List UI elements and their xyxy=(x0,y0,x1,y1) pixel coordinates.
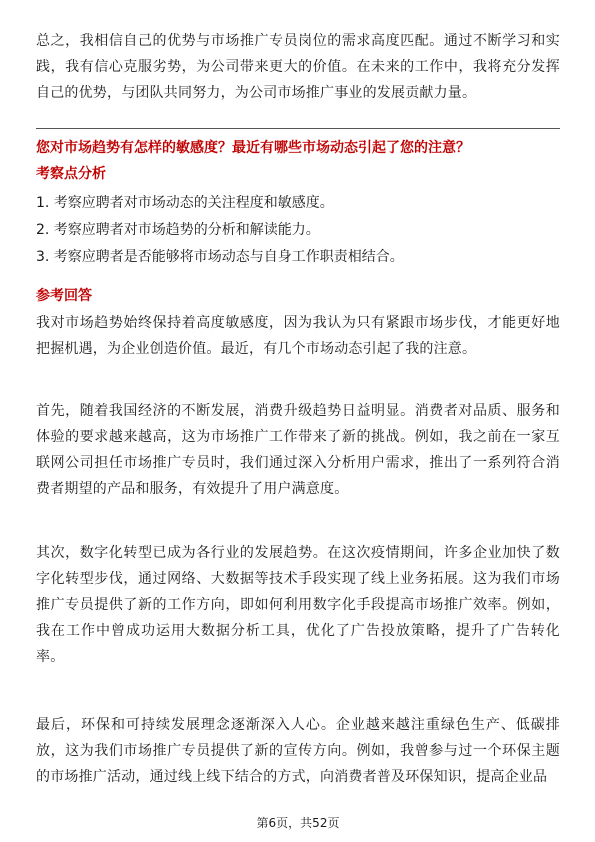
analysis-item-3: 3. 考察应聘者是否能够将市场动态与自身工作职责相结合。 xyxy=(36,249,404,265)
page-number-footer: 第6页，共52页 xyxy=(256,816,340,830)
answer-heading: 参考回答 xyxy=(36,288,92,304)
answer-paragraph-3: 其次，数字化转型已成为各行业的发展趋势。在这次疫情期间，许多企业加快了数字化转型步伐，通过网络、大数据等技术手段实现了线上业务拓展。这为我们市场推广专员提供了新的工作方向，即如何利用数字化手段提高市场推广效率。例如，我在工作中曾成功运用大数据分析工具，优化了广告投放策略，提升了广告转化率。 xyxy=(36,545,560,665)
analysis-item-2: 2. 考察应聘者对市场趋势的分析和解读能力。 xyxy=(36,222,320,238)
interview-question: 您对市场趋势有怎样的敏感度？最近有哪些市场动态引起了您的注意？ xyxy=(36,140,470,156)
answer-paragraph-2: 首先，随着我国经济的不断发展，消费升级趋势日益明显。消费者对品质、服务和体验的要求越来越高，这为市场推广工作带来了新的挑战。例如，我之前在一家互联网公司担任市场推广专员时，我们通过深入分析用户需求，推出了一系列符合消费者期望的产品和服务，有效提升了用户满意度。 xyxy=(36,403,560,497)
document-page xyxy=(36,0,560,842)
answer-paragraph-4: 最后，环保和可持续发展理念逐渐深入人心。企业越来越注重绿色生产、低碳排放，这为我们市场推广专员提供了新的宣传方向。例如，我曾参与过一个环保主题的市场推广活动，通过线上线下结合的方式，向消费者普及环保知识，提高企业品 xyxy=(36,717,560,785)
analysis-heading: 考察点分析 xyxy=(36,166,106,182)
intro-paragraph: 总之，我相信自己的优势与市场推广专员岗位的需求高度匹配。通过不断学习和实践，我有信心克服劣势，为公司带来更大的价值。在未来的工作中，我将充分发挥自己的优势，与团队共同努力，为公司市场推广事业的发展贡献力量。 xyxy=(36,33,560,101)
section-divider xyxy=(36,128,560,129)
analysis-list xyxy=(36,190,560,271)
analysis-item-1: 1. 考察应聘者对市场动态的关注程度和敏感度。 xyxy=(36,195,334,211)
answer-paragraph-1: 我对市场趋势始终保持着高度敏感度，因为我认为只有紧跟市场步伐，才能更好地把握机遇，为企业创造价值。最近，有几个市场动态引起了我的注意。 xyxy=(36,315,560,357)
